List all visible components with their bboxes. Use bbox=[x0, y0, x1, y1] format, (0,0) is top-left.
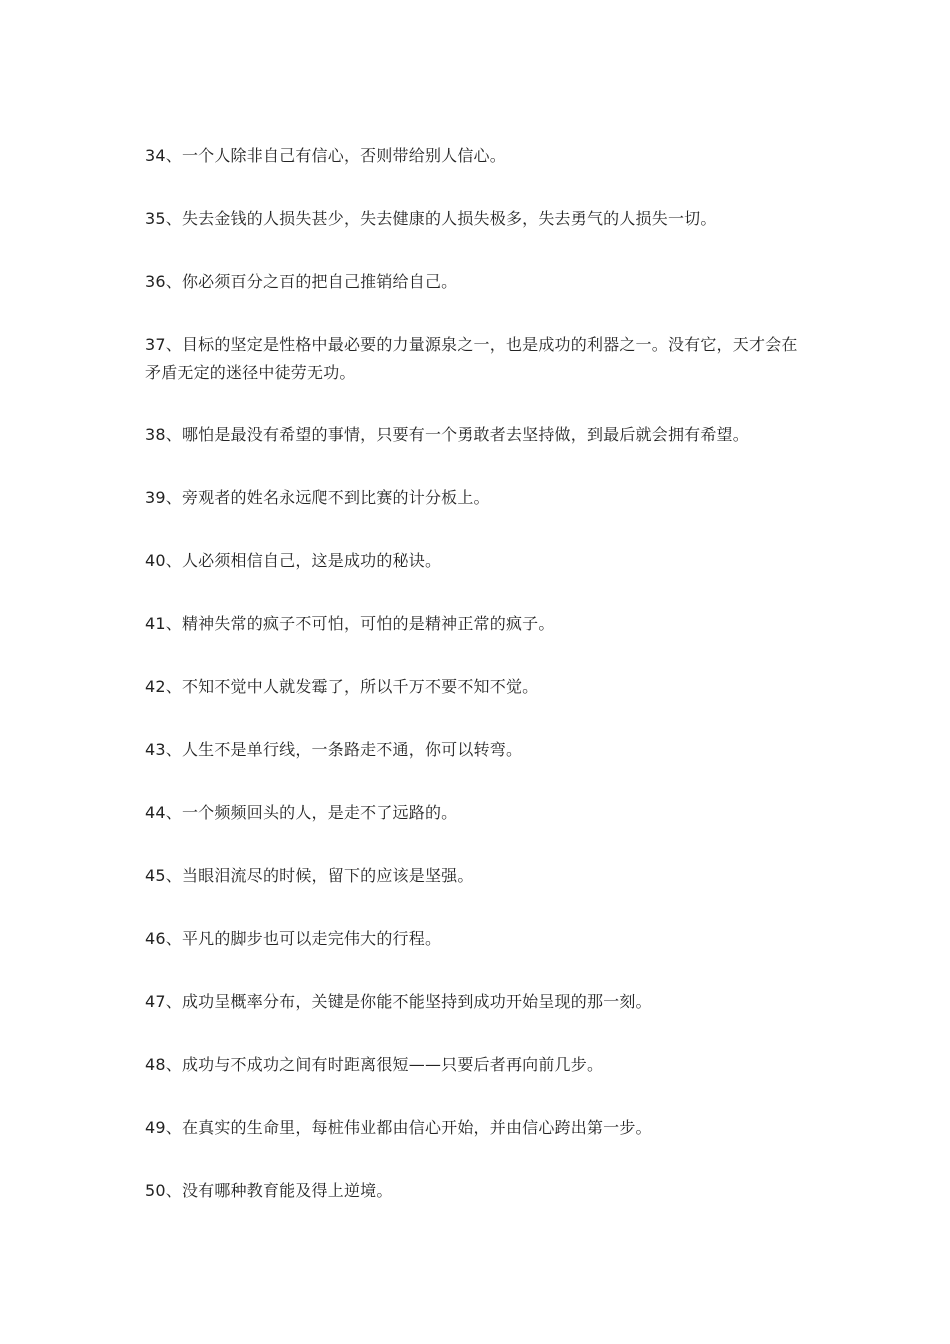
quote-44: 44、一个频频回头的人，是走不了远路的。 bbox=[145, 803, 458, 822]
quote-34: 34、一个人除非自己有信心，否则带给别人信心。 bbox=[145, 146, 506, 165]
quote-48: 48、成功与不成功之间有时距离很短——只要后者再向前几步。 bbox=[145, 1055, 604, 1074]
quote-37: 37、目标的坚定是性格中最必要的力量源泉之一，也是成功的利器之一。没有它，天才会在矛盾无定的迷径中徒劳无功。 bbox=[145, 335, 798, 382]
quote-35: 35、失去金钱的人损失甚少，失去健康的人损失极多，失去勇气的人损失一切。 bbox=[145, 209, 717, 228]
quote-45: 45、当眼泪流尽的时候，留下的应该是坚强。 bbox=[145, 866, 474, 885]
quote-50: 50、没有哪种教育能及得上逆境。 bbox=[145, 1181, 393, 1200]
quote-41: 41、精神失常的疯子不可怕，可怕的是精神正常的疯子。 bbox=[145, 614, 555, 633]
quote-49: 49、在真实的生命里，每桩伟业都由信心开始，并由信心跨出第一步。 bbox=[145, 1118, 652, 1137]
quote-47: 47、成功呈概率分布，关键是你能不能坚持到成功开始呈现的那一刻。 bbox=[145, 992, 652, 1011]
quote-39: 39、旁观者的姓名永远爬不到比赛的计分板上。 bbox=[145, 488, 490, 507]
quote-36: 36、你必须百分之百的把自己推销给自己。 bbox=[145, 272, 458, 291]
quote-40: 40、人必须相信自己，这是成功的秘诀。 bbox=[145, 551, 442, 570]
quote-42: 42、不知不觉中人就发霉了，所以千万不要不知不觉。 bbox=[145, 677, 539, 696]
quote-43: 43、人生不是单行线，一条路走不通，你可以转弯。 bbox=[145, 740, 523, 759]
quote-38: 38、哪怕是最没有希望的事情，只要有一个勇敢者去坚持做，到最后就会拥有希望。 bbox=[145, 425, 749, 444]
quote-46: 46、平凡的脚步也可以走完伟大的行程。 bbox=[145, 929, 442, 948]
